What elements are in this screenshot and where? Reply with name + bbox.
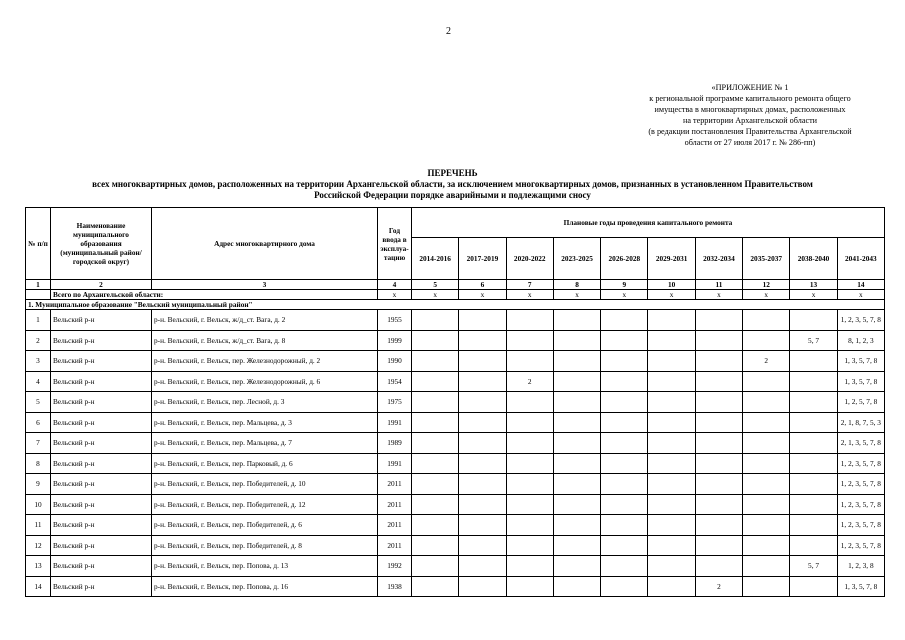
column-number: 11	[695, 280, 742, 290]
column-number: 2	[51, 280, 152, 290]
row-year: 1989	[378, 433, 412, 454]
row-period-cell	[790, 351, 837, 372]
row-period-cell	[459, 494, 506, 515]
row-period-cell: 1, 2, 3, 5, 7, 8	[837, 494, 884, 515]
column-number: 13	[790, 280, 837, 290]
row-period-cell	[743, 310, 790, 331]
row-period-cell	[553, 515, 600, 536]
appendix-line: к региональной программе капитального ремонта общего	[649, 94, 851, 103]
header-period: 2041-2043	[837, 238, 884, 280]
row-period-cell	[648, 453, 695, 474]
row-period-cell: 5, 7	[790, 556, 837, 577]
row-period-cell	[506, 494, 553, 515]
row-period-cell: 1, 2, 3, 5, 7, 8	[837, 453, 884, 474]
row-period-cell: 2	[695, 576, 742, 597]
row-period-cell: 2, 1, 8, 7, 5, 3	[837, 412, 884, 433]
row-period-cell: 1, 3, 5, 7, 8	[837, 351, 884, 372]
row-num: 11	[26, 515, 51, 536]
row-num: 14	[26, 576, 51, 597]
row-num: 13	[26, 556, 51, 577]
header-period: 2020-2022	[506, 238, 553, 280]
row-period-cell	[506, 433, 553, 454]
table-row	[26, 474, 885, 495]
row-municipality: Вельский р-н	[51, 453, 152, 474]
row-period-cell	[459, 515, 506, 536]
row-period-cell	[790, 433, 837, 454]
row-address: р-н. Вельский, г. Вельск, пер. Железнодорожный, д. 2	[152, 351, 378, 372]
row-period-cell	[601, 310, 648, 331]
row-period-cell	[459, 330, 506, 351]
row-municipality: Вельский р-н	[51, 412, 152, 433]
row-period-cell	[601, 494, 648, 515]
table-row	[26, 412, 885, 433]
row-period-cell: 2	[743, 351, 790, 372]
row-year: 1938	[378, 576, 412, 597]
total-row-mark: х	[506, 290, 553, 300]
row-period-cell	[553, 576, 600, 597]
row-period-cell	[412, 515, 459, 536]
row-year: 1991	[378, 453, 412, 474]
row-municipality: Вельский р-н	[51, 535, 152, 556]
header-num: № п/п	[26, 208, 51, 280]
row-period-cell	[790, 453, 837, 474]
row-period-cell	[790, 310, 837, 331]
row-period-cell	[648, 371, 695, 392]
row-period-cell	[459, 474, 506, 495]
row-period-cell	[553, 433, 600, 454]
row-period-cell	[648, 515, 695, 536]
row-municipality: Вельский р-н	[51, 351, 152, 372]
row-period-cell	[459, 576, 506, 597]
row-year: 1990	[378, 351, 412, 372]
row-period-cell	[553, 310, 600, 331]
row-municipality: Вельский р-н	[51, 576, 152, 597]
total-row-mark: х	[648, 290, 695, 300]
table-row	[26, 433, 885, 454]
row-period-cell	[743, 556, 790, 577]
row-municipality: Вельский р-н	[51, 433, 152, 454]
row-address: р-н. Вельский, г. Вельск, пер. Железнодорожный, д. 6	[152, 371, 378, 392]
table-row	[26, 371, 885, 392]
total-row-mark: х	[553, 290, 600, 300]
table-row	[26, 535, 885, 556]
row-period-cell	[412, 351, 459, 372]
column-number: 1	[26, 280, 51, 290]
total-row-mark: х	[743, 290, 790, 300]
row-period-cell	[790, 474, 837, 495]
row-municipality: Вельский р-н	[51, 556, 152, 577]
row-year: 2011	[378, 515, 412, 536]
header-planned-years: Плановые годы проведения капитального ремонта	[412, 208, 885, 238]
row-period-cell	[506, 310, 553, 331]
row-num: 9	[26, 474, 51, 495]
appendix-line: «ПРИЛОЖЕНИЕ № 1	[711, 83, 789, 92]
row-period-cell	[695, 310, 742, 331]
row-period-cell	[506, 576, 553, 597]
row-period-cell: 2, 1, 3, 5, 7, 8	[837, 433, 884, 454]
table-row	[26, 494, 885, 515]
row-period-cell	[459, 556, 506, 577]
row-num: 1	[26, 310, 51, 331]
row-period-cell	[695, 535, 742, 556]
table-row	[26, 515, 885, 536]
column-number: 7	[506, 280, 553, 290]
document-title	[0, 168, 905, 201]
row-period-cell: 1, 3, 5, 7, 8	[837, 576, 884, 597]
row-num: 4	[26, 371, 51, 392]
row-year: 1954	[378, 371, 412, 392]
row-period-cell	[743, 535, 790, 556]
row-period-cell	[412, 576, 459, 597]
row-address: р-н. Вельский, г. Вельск, пер. Попова, д. 16	[152, 576, 378, 597]
title-line: Российской Федерации порядке аварийными и подлежащими сносу	[314, 190, 591, 200]
row-address: р-н. Вельский, г. Вельск, пер. Победителей, д. 10	[152, 474, 378, 495]
row-num: 12	[26, 535, 51, 556]
row-period-cell	[601, 433, 648, 454]
row-period-cell	[648, 330, 695, 351]
row-period-cell	[459, 453, 506, 474]
table-row	[26, 310, 885, 331]
row-period-cell	[648, 494, 695, 515]
row-period-cell	[506, 515, 553, 536]
row-period-cell	[695, 433, 742, 454]
header-period: 2038-2040	[790, 238, 837, 280]
row-period-cell	[695, 371, 742, 392]
row-period-cell	[601, 371, 648, 392]
title-line: ПЕРЕЧЕНЬ	[427, 168, 478, 178]
row-period-cell	[601, 556, 648, 577]
total-row-mark: х	[695, 290, 742, 300]
row-period-cell	[648, 556, 695, 577]
header-period: 2035-2037	[743, 238, 790, 280]
row-period-cell	[553, 412, 600, 433]
header-year: Год ввода в эксплуа-тацию	[378, 208, 412, 280]
appendix-note	[600, 82, 900, 148]
row-period-cell	[695, 412, 742, 433]
column-number: 8	[553, 280, 600, 290]
row-num: 8	[26, 453, 51, 474]
row-period-cell	[743, 392, 790, 413]
row-period-cell	[412, 433, 459, 454]
appendix-line: области от 27 июля 2017 г. № 286-пп)	[684, 138, 816, 147]
total-row-mark: х	[601, 290, 648, 300]
row-period-cell	[459, 392, 506, 413]
row-period-cell: 1, 2, 3, 8	[837, 556, 884, 577]
row-period-cell	[601, 453, 648, 474]
row-period-cell	[412, 412, 459, 433]
row-municipality: Вельский р-н	[51, 515, 152, 536]
row-address: р-н. Вельский, г. Вельск, пер. Мальцева, д. 7	[152, 433, 378, 454]
row-period-cell	[743, 330, 790, 351]
row-num: 10	[26, 494, 51, 515]
row-period-cell	[601, 412, 648, 433]
row-period-cell	[790, 535, 837, 556]
row-municipality: Вельский р-н	[51, 310, 152, 331]
row-period-cell	[506, 535, 553, 556]
row-period-cell	[412, 494, 459, 515]
table-row	[26, 556, 885, 577]
row-period-cell	[695, 351, 742, 372]
header-period: 2026-2028	[601, 238, 648, 280]
column-number: 12	[743, 280, 790, 290]
row-period-cell	[648, 576, 695, 597]
row-period-cell: 1, 2, 3, 5, 7, 8	[837, 310, 884, 331]
row-period-cell	[412, 330, 459, 351]
row-num: 5	[26, 392, 51, 413]
row-period-cell	[506, 412, 553, 433]
row-period-cell	[506, 330, 553, 351]
row-period-cell	[648, 351, 695, 372]
header-municipality: Наименование муниципального образования (муниципальный район/городской округ)	[51, 208, 152, 280]
row-municipality: Вельский р-н	[51, 392, 152, 413]
row-period-cell	[790, 515, 837, 536]
row-period-cell	[412, 310, 459, 331]
header-address: Адрес многоквартирного дома	[152, 208, 378, 280]
row-period-cell	[790, 392, 837, 413]
row-period-cell	[553, 351, 600, 372]
row-period-cell	[553, 453, 600, 474]
row-period-cell	[601, 330, 648, 351]
row-period-cell	[601, 535, 648, 556]
row-period-cell	[459, 412, 506, 433]
row-period-cell	[412, 535, 459, 556]
row-period-cell	[695, 494, 742, 515]
row-address: р-н. Вельский, г. Вельск, пер. Лесной, д. 3	[152, 392, 378, 413]
row-year: 2011	[378, 535, 412, 556]
table-row	[26, 392, 885, 413]
row-period-cell	[553, 535, 600, 556]
table-row	[26, 576, 885, 597]
row-period-cell	[412, 556, 459, 577]
table-row	[26, 351, 885, 372]
total-row-mark: х	[837, 290, 884, 300]
column-number: 10	[648, 280, 695, 290]
total-row-mark: х	[459, 290, 506, 300]
header-period: 2014-2016	[412, 238, 459, 280]
column-number: 4	[378, 280, 412, 290]
row-period-cell: 5, 7	[790, 330, 837, 351]
row-period-cell	[459, 433, 506, 454]
row-period-cell	[790, 371, 837, 392]
row-address: р-н. Вельский, г. Вельск, пер. Победителей, д. 6	[152, 515, 378, 536]
row-address: р-н. Вельский, г. Вельск, пер. Попова, д. 13	[152, 556, 378, 577]
row-period-cell: 2	[506, 371, 553, 392]
column-number: 3	[152, 280, 378, 290]
row-period-cell	[459, 371, 506, 392]
row-period-cell	[506, 474, 553, 495]
row-num: 6	[26, 412, 51, 433]
header-period: 2032-2034	[695, 238, 742, 280]
row-period-cell	[506, 351, 553, 372]
row-period-cell	[743, 371, 790, 392]
total-row-label: Всего по Архангельской области:	[51, 290, 378, 300]
row-period-cell	[601, 392, 648, 413]
row-period-cell	[601, 474, 648, 495]
section-label: 1. Муниципальное образование "Вельский муниципальный район"	[26, 300, 885, 310]
total-row-mark: х	[790, 290, 837, 300]
row-period-cell	[743, 433, 790, 454]
row-period-cell	[412, 392, 459, 413]
row-address: р-н. Вельский, г. Вельск, ж/д_ст. Вага, д. 8	[152, 330, 378, 351]
row-period-cell	[506, 392, 553, 413]
row-address: р-н. Вельский, г. Вельск, пер. Парковый, д. 6	[152, 453, 378, 474]
row-period-cell	[648, 310, 695, 331]
row-period-cell	[695, 453, 742, 474]
row-period-cell	[648, 412, 695, 433]
row-period-cell	[695, 474, 742, 495]
row-period-cell: 1, 2, 3, 5, 7, 8	[837, 474, 884, 495]
row-period-cell	[790, 576, 837, 597]
appendix-line: (в редакции постановления Правительства Архангельской	[648, 127, 852, 136]
appendix-line: имущества в многоквартирных домах, расположенных	[654, 105, 846, 114]
row-period-cell: 1, 2, 3, 5, 7, 8	[837, 535, 884, 556]
row-address: р-н. Вельский, г. Вельск, пер. Победителей, д. 12	[152, 494, 378, 515]
title-line: всех многоквартирных домов, расположенных на территории Архангельской области, за исключением многоквартирных домов, признанных в установленном Правительством	[92, 179, 813, 189]
row-year: 1991	[378, 412, 412, 433]
row-period-cell	[743, 474, 790, 495]
table-row	[26, 330, 885, 351]
row-period-cell	[459, 351, 506, 372]
row-period-cell	[648, 433, 695, 454]
row-period-cell	[553, 474, 600, 495]
column-number: 14	[837, 280, 884, 290]
row-address: р-н. Вельский, г. Вельск, ж/д_ст. Вага, д. 2	[152, 310, 378, 331]
table-row	[26, 453, 885, 474]
row-municipality: Вельский р-н	[51, 474, 152, 495]
total-row-num	[26, 290, 51, 300]
row-period-cell	[459, 535, 506, 556]
row-period-cell	[553, 392, 600, 413]
row-period-cell: 1, 3, 5, 7, 8	[837, 371, 884, 392]
row-period-cell	[412, 474, 459, 495]
row-year: 1999	[378, 330, 412, 351]
row-municipality: Вельский р-н	[51, 371, 152, 392]
page-number: 2	[446, 26, 451, 37]
row-period-cell	[695, 330, 742, 351]
row-period-cell	[459, 310, 506, 331]
row-period-cell	[601, 351, 648, 372]
total-row-mark: х	[412, 290, 459, 300]
appendix-line: на территории Архангельской области	[682, 116, 818, 125]
row-period-cell: 1, 2, 3, 5, 7, 8	[837, 515, 884, 536]
row-period-cell	[506, 453, 553, 474]
row-period-cell	[790, 494, 837, 515]
row-year: 2011	[378, 494, 412, 515]
header-period: 2029-2031	[648, 238, 695, 280]
row-period-cell: 1, 2, 5, 7, 8	[837, 392, 884, 413]
row-period-cell	[553, 494, 600, 515]
column-number: 6	[459, 280, 506, 290]
total-row	[26, 290, 885, 300]
row-num: 2	[26, 330, 51, 351]
row-period-cell	[648, 474, 695, 495]
row-period-cell	[553, 330, 600, 351]
row-year: 1992	[378, 556, 412, 577]
section-row	[26, 300, 885, 310]
row-year: 1955	[378, 310, 412, 331]
header-period: 2023-2025	[553, 238, 600, 280]
row-period-cell	[695, 392, 742, 413]
header-period: 2017-2019	[459, 238, 506, 280]
row-address: р-н. Вельский, г. Вельск, пер. Мальцева, д. 3	[152, 412, 378, 433]
row-period-cell	[743, 515, 790, 536]
row-year: 1975	[378, 392, 412, 413]
row-municipality: Вельский р-н	[51, 330, 152, 351]
row-period-cell	[601, 515, 648, 536]
row-municipality: Вельский р-н	[51, 494, 152, 515]
row-period-cell	[412, 371, 459, 392]
row-period-cell	[553, 556, 600, 577]
row-period-cell	[506, 556, 553, 577]
row-period-cell	[743, 576, 790, 597]
row-period-cell	[553, 371, 600, 392]
row-period-cell: 8, 1, 2, 3	[837, 330, 884, 351]
row-period-cell	[412, 453, 459, 474]
row-period-cell	[743, 494, 790, 515]
row-num: 7	[26, 433, 51, 454]
row-period-cell	[648, 535, 695, 556]
row-num: 3	[26, 351, 51, 372]
houses-table	[25, 207, 885, 597]
row-period-cell	[790, 412, 837, 433]
row-year: 2011	[378, 474, 412, 495]
row-period-cell	[695, 556, 742, 577]
column-number: 5	[412, 280, 459, 290]
row-period-cell	[695, 515, 742, 536]
row-address: р-н. Вельский, г. Вельск, пер. Победителей, д. 8	[152, 535, 378, 556]
row-period-cell	[601, 576, 648, 597]
total-row-mark: х	[378, 290, 412, 300]
row-period-cell	[743, 412, 790, 433]
column-number: 9	[601, 280, 648, 290]
row-period-cell	[648, 392, 695, 413]
row-period-cell	[743, 453, 790, 474]
